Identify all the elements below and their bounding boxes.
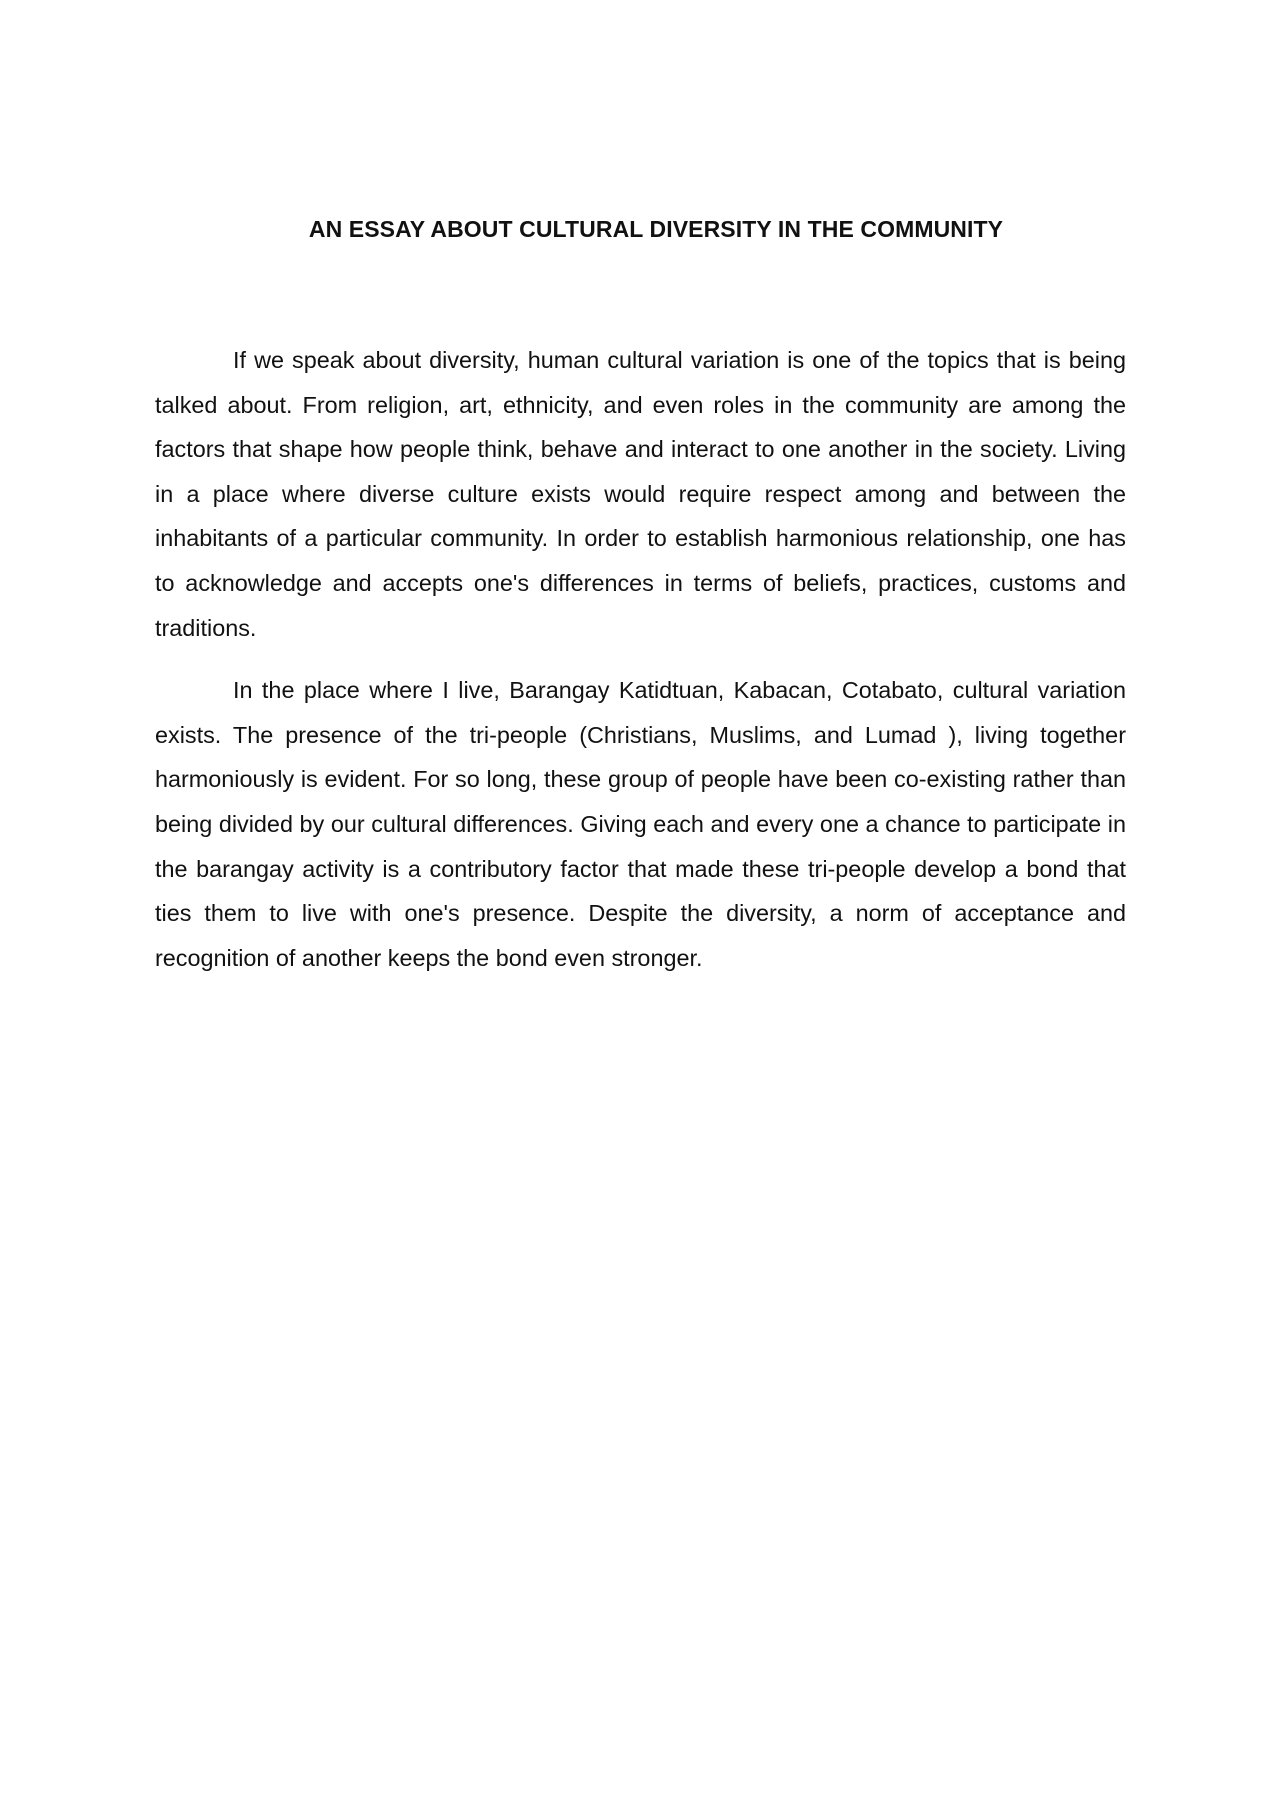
paragraph-1: If we speak about diversity, human cultural variation is one of the topics that is being talked about. From religion, art, ethnicity, and even roles in the community are among the factors that shape how people think, behave and interact to one another in the society. Living in a place where diverse culture exists would require respect among and between the inhabitants of a particular community. In order to establish harmonious relationship, one has to acknowledge and accepts one's differences in terms of beliefs, practices, customs and traditions. bbox=[155, 347, 1126, 641]
paragraph-2: In the place where I live, Barangay Katidtuan, Kabacan, Cotabato, cultural variation exists. The presence of the tri-people (Christians, Muslims, and Lumad ), living together harmoniously is evident. For so long, these group of people have been co-existing rather than being divided by our cultural differences. Giving each and every one a chance to participate in the barangay activity is a contributory factor that made these tri-people develop a bond that ties them to live with one's presence. Despite the diversity, a norm of acceptance and recognition of another keeps the bond even stronger. bbox=[155, 677, 1126, 971]
essay-title: AN ESSAY ABOUT CULTURAL DIVERSITY IN THE COMMUNITY bbox=[308, 216, 1004, 242]
essay-body bbox=[155, 338, 1126, 980]
